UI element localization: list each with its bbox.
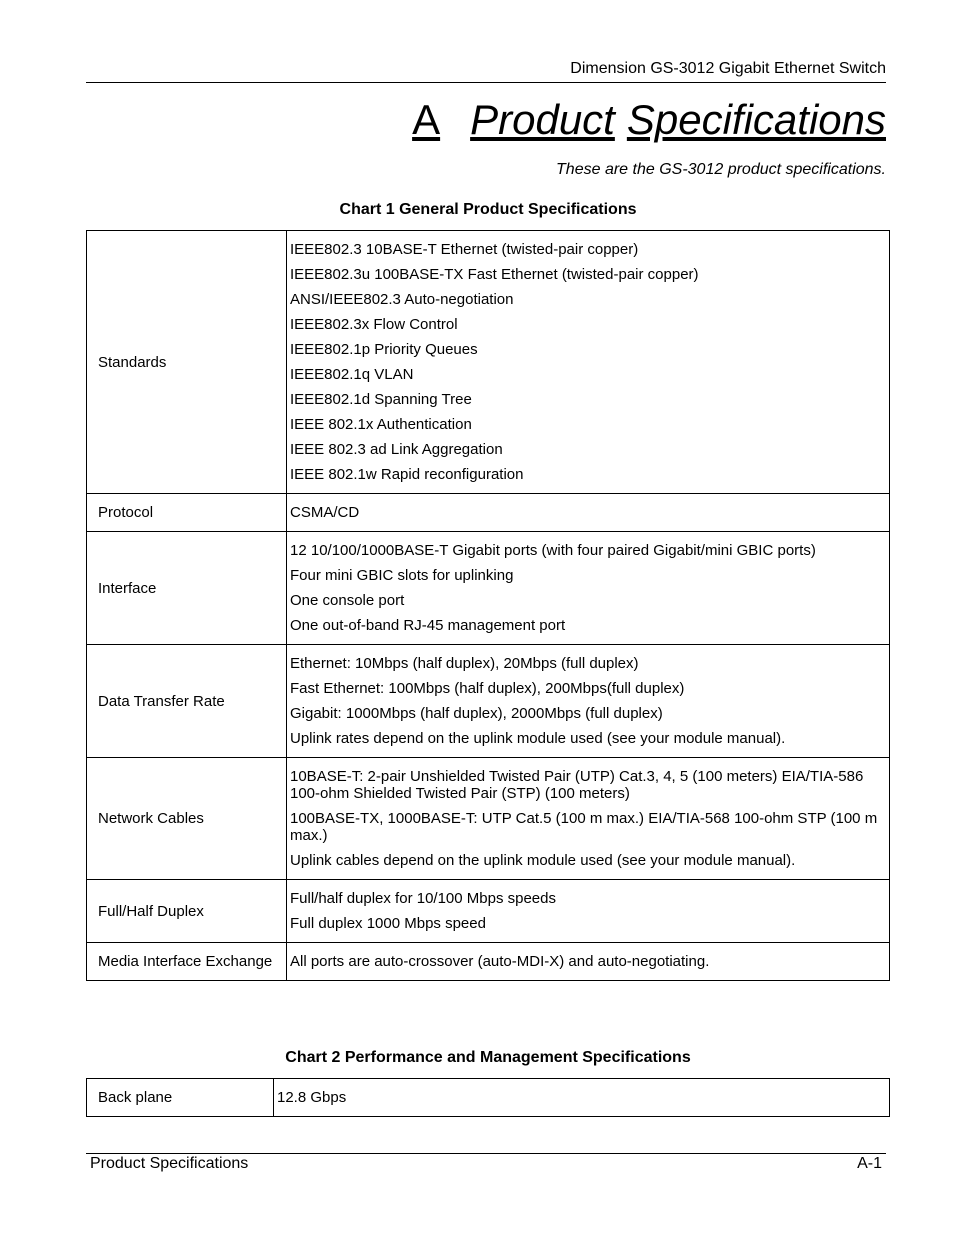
performance-specifications-table: [86, 1078, 890, 1117]
running-header: Dimension GS-3012 Gigabit Ethernet Switch: [570, 60, 886, 77]
spec-values: [287, 943, 890, 981]
spec-value-line: One out-of-band RJ-45 management port: [290, 617, 566, 634]
spec-value-line: Ethernet: 10Mbps (half duplex), 20Mbps (full duplex): [290, 655, 639, 672]
spec-value-line: 10BASE-T: 2-pair Unshielded Twisted Pair (UTP) Cat.3, 4, 5 (100 meters) EIA/TIA-586 100-ohm Shielded Twisted Pair (STP) (100 meters): [290, 768, 864, 802]
spec-value-line: Full/half duplex for 10/100 Mbps speeds: [290, 890, 556, 907]
spec-label: Back plane: [87, 1079, 274, 1117]
spec-label: Standards: [87, 231, 287, 494]
spec-value-line: Uplink cables depend on the uplink module used (see your module manual).: [290, 852, 796, 869]
spec-value-line: IEEE 802.1w Rapid reconfiguration: [290, 466, 524, 483]
spec-value-line: IEEE802.3x Flow Control: [290, 316, 458, 333]
spec-row: [87, 532, 890, 645]
page-number: A-1: [857, 1155, 882, 1172]
chart2-caption: Chart 2 Performance and Management Specifications: [285, 1049, 691, 1066]
title-word-product: Product: [470, 96, 615, 143]
spec-row: [87, 880, 890, 943]
spec-value-line: Fast Ethernet: 100Mbps (half duplex), 200Mbps(full duplex): [290, 680, 685, 697]
page-subtitle: These are the GS-3012 product specifications.: [556, 161, 886, 178]
spec-row: [87, 645, 890, 758]
spec-row: [87, 494, 890, 532]
spec-label: Network Cables: [87, 758, 287, 880]
spec-value-line: ANSI/IEEE802.3 Auto-negotiation: [290, 291, 514, 308]
spec-row: [87, 231, 890, 494]
spec-value-line: One console port: [290, 592, 405, 609]
spec-value-line: IEEE802.3 10BASE-T Ethernet (twisted-pair copper): [290, 241, 639, 258]
spec-value-line: Gigabit: 1000Mbps (half duplex), 2000Mbps (full duplex): [290, 705, 663, 722]
spec-value-line: 100BASE-TX, 1000BASE-T: UTP Cat.5 (100 m max.) EIA/TIA-568 100-ohm STP (100 m max.): [290, 810, 878, 844]
spec-values: [274, 1079, 890, 1117]
spec-label: Interface: [87, 532, 287, 645]
spec-value-line: IEEE802.1q VLAN: [290, 366, 414, 383]
page-title: [412, 96, 886, 144]
spec-value-line: IEEE802.1d Spanning Tree: [290, 391, 472, 408]
title-word-specifications: Specifications: [626, 96, 886, 143]
spec-row: [87, 1079, 890, 1117]
spec-values: [287, 494, 890, 532]
spec-value-line: 12 10/100/1000BASE-T Gigabit ports (with four paired Gigabit/mini GBIC ports): [290, 542, 816, 559]
spec-value-line: IEEE802.1p Priority Queues: [290, 341, 478, 358]
spec-row: [87, 943, 890, 981]
spec-value-line: CSMA/CD: [290, 504, 360, 521]
spec-value-line: Uplink rates depend on the uplink module used (see your module manual).: [290, 730, 786, 747]
spec-label: Protocol: [87, 494, 287, 532]
appendix-letter: A: [412, 96, 441, 143]
spec-row: [87, 758, 890, 880]
spec-value-line: 12.8 Gbps: [277, 1089, 347, 1106]
general-specifications-table: [86, 230, 890, 981]
spec-values: [287, 231, 890, 494]
spec-values: [287, 880, 890, 943]
spec-value-line: IEEE 802.1x Authentication: [290, 416, 472, 433]
spec-values: [287, 758, 890, 880]
spec-value-line: Four mini GBIC slots for uplinking: [290, 567, 514, 584]
footer-section-title: Product Specifications: [90, 1155, 249, 1172]
spec-value-line: IEEE802.3u 100BASE-TX Fast Ethernet (twisted-pair copper): [290, 266, 699, 283]
header-rule: [86, 82, 886, 83]
spec-value-line: All ports are auto-crossover (auto-MDI-X) and auto-negotiating.: [290, 953, 710, 970]
spec-values: [287, 645, 890, 758]
spec-value-line: IEEE 802.3 ad Link Aggregation: [290, 441, 503, 458]
spec-label: Media Interface Exchange: [87, 943, 287, 981]
chart1-caption: Chart 1 General Product Specifications: [339, 201, 637, 218]
spec-values: [287, 532, 890, 645]
spec-label: Full/Half Duplex: [87, 880, 287, 943]
footer-rule: [86, 1153, 886, 1154]
spec-value-line: Full duplex 1000 Mbps speed: [290, 915, 486, 932]
spec-label: Data Transfer Rate: [87, 645, 287, 758]
